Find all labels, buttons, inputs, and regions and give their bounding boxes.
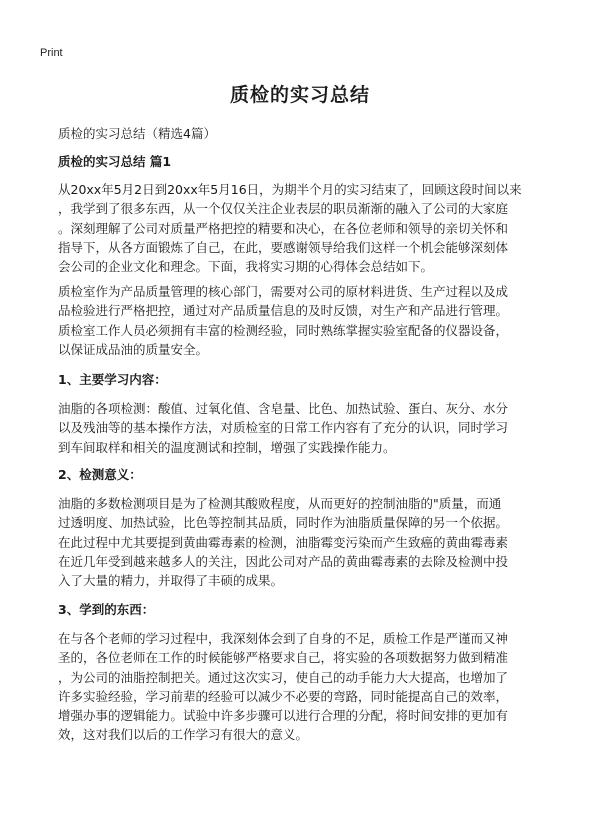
- paragraph-line: 过透明度、加热试验，比色等控制其品质，同时作为油脂质量保障的另一个依据。: [58, 515, 509, 531]
- paragraph-line: 在近几年受到越来越多人的关注，因此公司对产品的黄曲霉毒素的去除及检测中投: [58, 553, 509, 569]
- paragraph-line: 在与各个老师的学习过程中，我深刻体会到了自身的不足，质检工作是严谨而又神: [58, 631, 509, 646]
- paragraph-line: 以及残油等的基本操作方法，对质检室的日常工作内容有了充分的认识，同时学习: [58, 420, 509, 436]
- paragraph-line: 质检室工作人员必须拥有丰富的检测经验，同时熟练掌握实验室配备的仪器设备，: [58, 322, 509, 338]
- paragraph-line: 从20xx年5月2日到20xx年5月16日，为期半个月的实习结束了，回顾这段时间以来: [58, 182, 522, 197]
- paragraph-line: 质检室作为产品质量管理的核心部门，需要对公司的原材料进货、生产过程以及成: [58, 284, 509, 299]
- paragraph-line: 指导下，从各方面锻炼了自己，在此，要感谢领导给我们这样一个机会能够深刻体: [58, 239, 509, 255]
- paragraph-line: ，我学到了很多东西，从一个仅仅关注企业表层的职员渐渐的融入了公司的大家庭: [58, 201, 509, 217]
- paragraph-test-significance: [58, 494, 548, 590]
- paragraph-study-content: [58, 399, 548, 457]
- heading-test-significance: 2、检测意义：: [58, 467, 142, 482]
- paragraph-intro: [58, 180, 548, 276]
- print-link[interactable]: Print: [40, 47, 63, 59]
- paragraph-line: 品检验进行严格把控，通过对产品质量信息的及时反馈，对生产和产品进行管理。: [58, 303, 509, 319]
- paragraph-line: 。深刻理解了公司对质量严格把控的精要和决心，在各位老师和领导的亲切关怀和: [58, 220, 509, 236]
- paragraph-line: 效，这对我们以后的工作学习有很大的意义。: [58, 727, 309, 743]
- section-title: 质检的实习总结 篇1: [58, 154, 172, 169]
- paragraph-line: 油脂的多数检测项目是为了检测其酸败程度，从而更好的控制油脂的"质量，而通: [58, 496, 502, 511]
- paragraph-line: 圣的，各位老师在工作的时候能够严格要求自己，将实验的各项数据努力做到精准: [58, 650, 509, 666]
- paragraph-line: 会公司的企业文化和理念。下面，我将实习期的心得体会总结如下。: [58, 259, 434, 275]
- paragraph-line: 油脂的各项检测：酸值、过氧化值、含皂量、比色、加热试验、蛋白、灰分、水分: [58, 401, 509, 416]
- paragraph-line: 增强办事的逻辑能力。试验中许多步骤可以进行合理的分配，将时间安排的更加有: [58, 708, 509, 724]
- page-title: 质检的实习总结: [229, 84, 370, 106]
- paragraph-qc-room: [58, 282, 548, 359]
- paragraph-line: ，为公司的油脂控制把关。通过这次实习，使自己的动手能力大大提高，也增加了: [58, 669, 509, 685]
- heading-learned: 3、学到的东西：: [58, 602, 155, 617]
- heading-study-content: 1、主要学习内容：: [58, 372, 167, 387]
- paragraph-line: 到车间取样和相关的温度测试和控制，增强了实践操作能力。: [58, 439, 396, 455]
- paragraph-line: 以保证成品油的质量安全。: [58, 341, 209, 357]
- document-subtitle: 质检的实习总结（精选4篇）: [58, 126, 216, 141]
- paragraph-line: 许多实验经验，学习前辈的经验可以减少不必要的弯路，同时能提高自己的效率，: [58, 688, 509, 704]
- paragraph-line: 在此过程中尤其要提到黄曲霉毒素的检测，油脂霉变污染而产生致癌的黄曲霉毒素: [58, 534, 509, 550]
- paragraph-line: 入了大量的精力，并取得了丰硕的成果。: [58, 573, 284, 589]
- paragraph-learned: [58, 629, 548, 745]
